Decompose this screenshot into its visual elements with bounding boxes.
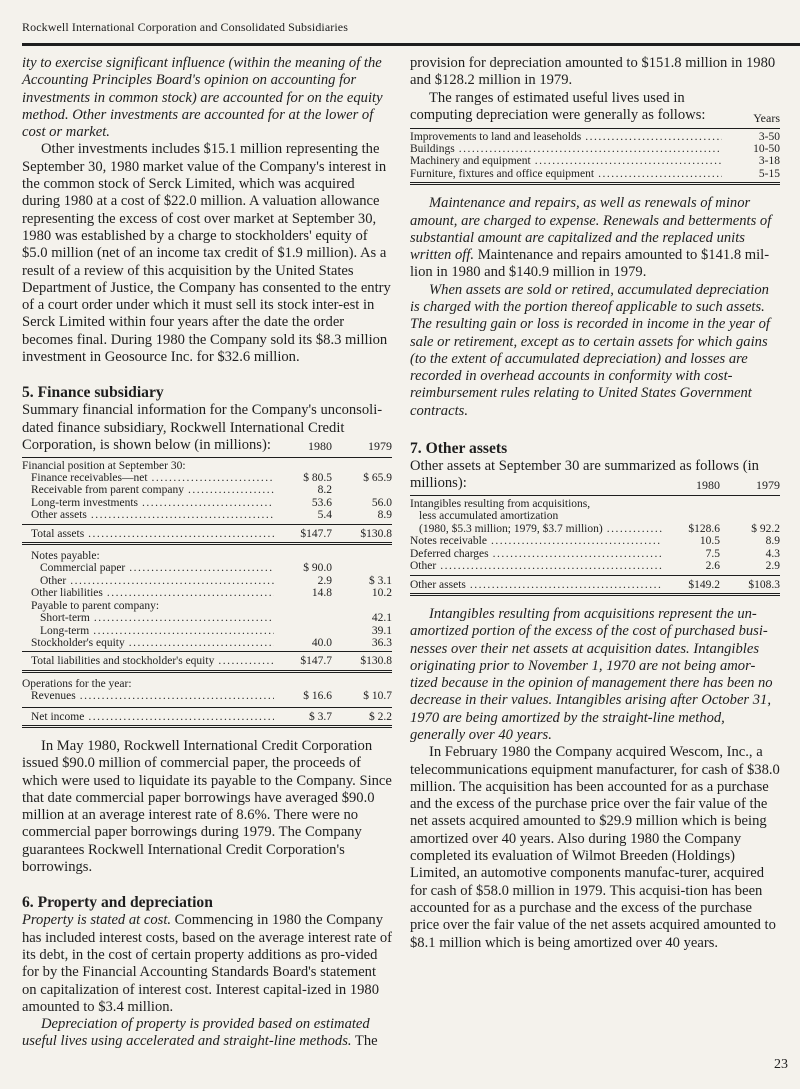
table-rule	[410, 495, 780, 496]
table-row: Other ..... 2.9 $ 3.1	[22, 575, 392, 587]
table-row: Buildings ..... 10-50	[410, 143, 780, 155]
table-caption: Notes payable:	[31, 550, 100, 563]
total-liabilities-row: Total liabilities and stockholder's equity ..... $147.7 $130.8	[22, 652, 392, 672]
table-caption: Payable to parent company:	[31, 599, 160, 612]
table-row: Long-term investments ..... 53.6 56.0	[22, 497, 392, 509]
table-caption: Intangibles resulting from acquisitions,	[410, 498, 591, 511]
table-rule	[410, 128, 780, 129]
year-1979-header: 1979	[756, 477, 780, 492]
table-row: Machinery and equipment ..... 3-18	[410, 155, 780, 167]
paragraph-useful-lives: The ranges of estimated useful lives used in computing depreciation were generally as follows:	[410, 89, 706, 123]
section-7-heading: 7. Other assets	[410, 440, 508, 458]
table-row: Commercial paper ..... $ 90.0	[22, 562, 392, 574]
paragraph-depreciation-provision: provision for depreciation amounted to $151.8 million in 1980 and $128.2 million in 1979.	[410, 55, 776, 89]
paragraph-acquisitions: In February 1980 the Company acquired Wescom, Inc., a telecommunications equipment manufacturer, for cash of $38.0 million. The acquisition has been accounted for as a purchase and the excess of the purchase price over the fair value of the net assets acquired amounted to $29.9 million which is being amortized over 40 years. Also during 1980 the Company completed its evaluation of Wilmot Breeden (Holdings) Limited, an automotive components manufac-turer, acquired for cash of $58.0 million in 1979. This acquisi-tion has been accounted for as a purchase and the excess of the purchase price over the fair value of the net assets acquired amounted to $8.1 million which is being amortized over 40 years.	[410, 744, 780, 951]
other-assets-table	[410, 479, 780, 596]
table-row: Deferred charges ..... 7.5 4.3	[410, 548, 780, 560]
section-6-heading: 6. Property and depreciation	[22, 894, 213, 912]
paragraph-other-investments: Other investments includes $15.1 million representing the September 30, 1980 market value of the Company's interest in the common stock of Serck Limited, which was acquired during 1980 at a cost of $22.0 million. A valuation allowance representing the excess of cost over market at September 30, 1980 was established by a charge to stockholders' equity of $5.0 million (net of an income tax credit of $1.9 million). As a result of a review of this acquisition by the United States Department of Justice, the Company has consented to the entry of a court order under which it must sell its stock inter-est in Serck Limited within four years after the date the order becomes final. During 1980 the Company sold its $8.3 million investment in Geosource Inc. for $32.6 million.	[22, 141, 391, 366]
page-number: 23	[774, 1057, 788, 1072]
paragraph-maintenance: Maintenance and repairs, as well as renewals of minor amount, are charged to expense. Renewals and betterments of substantial amount are capitalized and the replaced units written off. Maintenance and repairs amounted to $141.8 mil-lion in 1980 and $140.9 million in 1979.	[410, 195, 772, 281]
total-assets-row: Total assets ..... $147.7 $130.8	[22, 525, 392, 545]
table-row: Improvements to land and leaseholds ..... 3-50	[410, 131, 780, 143]
table-rule	[22, 457, 392, 458]
table-row: (1980, $5.3 million; 1979, $3.7 million) ..... $128.6 $ 92.2	[410, 523, 780, 535]
finance-subsidiary-table	[22, 440, 392, 728]
left-column	[22, 55, 392, 1051]
other-assets-intro: Other assets at September 30 are summarized as follows (in millions):	[410, 458, 759, 492]
header-rule	[22, 43, 800, 46]
paragraph-depreciation: Depreciation of property is provided based on estimated useful lives using accelerated and straight-line methods. The	[22, 1016, 378, 1050]
table-row: Finance receivables—net ..... $ 80.5 $ 65.9	[22, 472, 392, 484]
years-header: Years	[753, 111, 780, 126]
table-row: Long-term ..... 39.1	[22, 625, 392, 637]
year-1980-header: 1980	[696, 477, 720, 492]
total-other-assets-row: Other assets ..... $149.2 $108.3	[410, 576, 780, 596]
section-5-heading: 5. Finance subsidiary	[22, 384, 164, 402]
table-row: Revenues ..... $ 16.6 $ 10.7	[22, 690, 392, 702]
year-1979-header: 1979	[368, 439, 392, 454]
table-row: Receivable from parent company ..... 8.2	[22, 484, 392, 496]
table-caption: less accumulated amortization	[419, 510, 559, 523]
year-1980-header: 1980	[308, 439, 332, 454]
paragraph-property: Property is stated at cost. Commencing in 1980 the Company has included interest costs, based on the average interest rate of its debt, in the cost of certain property additions as pro-vided for by the Financial Accounting Standards Board's statement on capitalization of interest cost. Interest capital-ized in 1980 amounted to $3.4 million.	[22, 912, 392, 1015]
table-row: Other liabilities ..... 14.8 10.2	[22, 587, 392, 599]
table-row: Short-term ..... 42.1	[22, 612, 392, 624]
running-head: Rockwell International Corporation and Consolidated Subsidiaries	[22, 20, 349, 34]
table-row: Notes receivable ..... 10.5 8.9	[410, 535, 780, 547]
right-column	[410, 55, 780, 952]
table-row: Other assets ..... 5.4 8.9	[22, 509, 392, 521]
paragraph-commercial-paper: In May 1980, Rockwell International Credit Corporation issued $90.0 million of commercial paper, the proceeds of which were used to liquidate its payable to the Company. Since that date commercial paper borrowings have averaged $90.0 million at an average interest rate of 8.6%. There were no commercial paper borrowings during 1979. The Company guarantees Rockwell International Credit Corporation's borrowings.	[22, 737, 392, 876]
table-row: Stockholder's equity ..... 40.0 36.3	[22, 637, 392, 649]
table-caption: Operations for the year:	[22, 677, 132, 690]
table-row: Furniture, fixtures and office equipment ..... 5-15	[410, 168, 780, 185]
finance-intro: Summary financial information for the Company's unconsoli-dated finance subsidiary, Rockwell International Credit Corporation, is shown below (in millions):	[22, 402, 383, 453]
net-income-row: Net income ..... $ 3.7 $ 2.2	[22, 708, 392, 728]
paragraph-investments-italic: ity to exercise significant influence (within the meaning of the Accounting Principles Board's opinion on accounting for investments in common stock) are accounted for on the equity method. Other investments are accounted for at the lower of cost or market.	[22, 55, 383, 141]
paragraph-retirements: When assets are sold or retired, accumulated depreciation is charged with the portion thereof applicable to such assets. The resulting gain or loss is recorded in income in the year of sale or retirement, except as to certain assets for which gains (to the extent of accumulated depreciation) and losses are recorded in overhead accounts in conformity with cost-reimbursement rules relating to United States Government contracts.	[410, 281, 770, 419]
table-caption: Financial position at September 30:	[22, 459, 186, 472]
paragraph-intangibles: Intangibles resulting from acquisitions represent the un-amortized portion of the excess of the cost of purchased busi-nesses over their net assets at acquisition dates. Intangibles originating prior to November 1, 1970 are not being amor-tized because in the opinion of management there has been no decrease in their values. Intangibles arising after October 31, 1970 are being amortized by the straight-line method, generally over 40 years.	[410, 605, 773, 743]
table-row: Other ..... 2.6 2.9	[410, 560, 780, 572]
